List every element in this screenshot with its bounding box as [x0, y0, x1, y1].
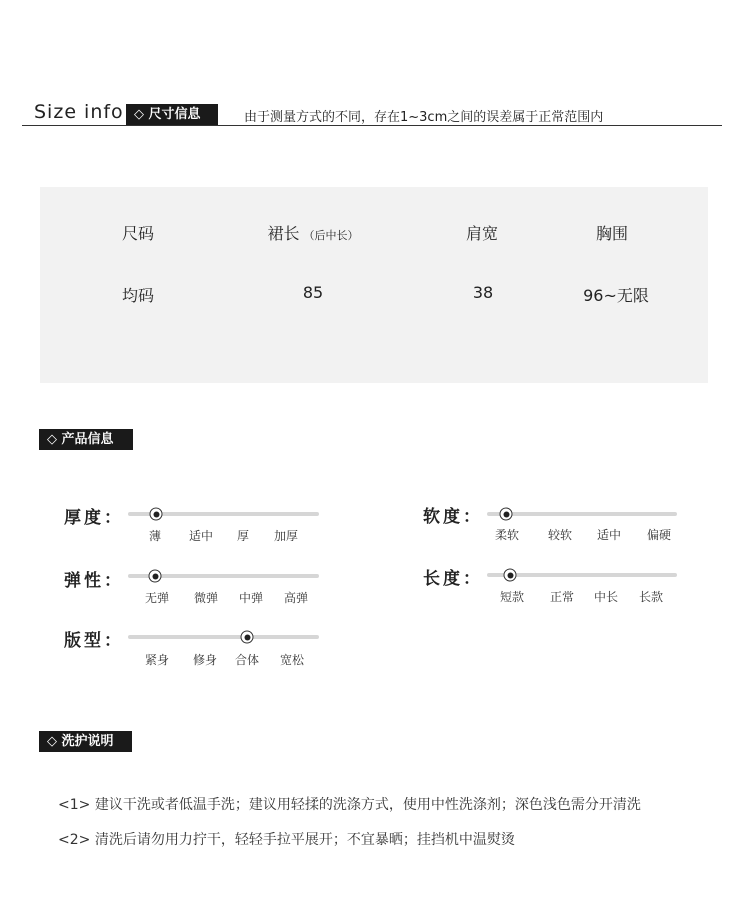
thickness-option: 加厚 [273, 529, 299, 543]
length-option: 短款 [499, 590, 525, 604]
length-option: 长款 [638, 590, 664, 604]
care-line: <2> 清洗后请勿用力拧干，轻轻手拉平展开；不宜暴晒；挂挡机中温熨烫 [58, 832, 515, 848]
size-info-title: Size info [34, 101, 124, 123]
header-size: 尺码 [121, 224, 155, 243]
length-knob [504, 569, 517, 582]
elasticity-option: 高弹 [283, 591, 309, 605]
header-length-label: 裙长 [267, 224, 300, 243]
header-divider [22, 125, 722, 126]
size-info-tag: ◇ 尺寸信息 [126, 104, 218, 125]
thickness-option: 厚 [236, 529, 250, 543]
softness-option: 较软 [547, 528, 573, 542]
product-info-tag: ◇ 产品信息 [39, 429, 133, 450]
softness-label: 软度： [423, 507, 483, 527]
softness-track [487, 512, 677, 516]
care-line: <1> 建议干洗或者低温手洗；建议用轻揉的洗涤方式，使用中性洗涤剂；深色浅色需分开清洗 [58, 797, 641, 813]
elasticity-knob [149, 570, 162, 583]
softness-option: 适中 [596, 528, 622, 542]
elasticity-option: 中弹 [238, 591, 264, 605]
care-instructions-tag: ◇ 洗护说明 [39, 731, 132, 752]
fit-label: 版型： [64, 631, 124, 651]
fit-knob [241, 631, 254, 644]
thickness-option: 适中 [188, 529, 214, 543]
elasticity-option: 微弹 [193, 591, 219, 605]
fit-option: 合体 [234, 653, 260, 667]
measurement-note: 由于测量方式的不同，存在1~3cm之间的误差属于正常范围内 [244, 110, 604, 125]
cell-bust: 96~无限 [583, 286, 649, 305]
header-bust: 胸围 [595, 224, 629, 243]
fit-track [128, 635, 319, 639]
cell-length: 85 [302, 283, 324, 302]
header-length [267, 221, 358, 244]
softness-option: 偏硬 [646, 528, 672, 542]
header-shoulder: 肩宽 [465, 224, 499, 243]
softness-option: 柔软 [494, 528, 520, 542]
softness-knob [500, 508, 513, 521]
length-option: 正常 [549, 590, 575, 604]
length-option: 中长 [593, 590, 619, 604]
fit-option: 宽松 [279, 653, 305, 667]
thickness-knob [150, 508, 163, 521]
cell-shoulder: 38 [472, 283, 494, 302]
header-length-note: （后中长） [303, 229, 359, 242]
length-label: 长度： [423, 569, 483, 589]
thickness-label: 厚度： [64, 508, 124, 528]
thickness-option: 薄 [148, 529, 162, 543]
fit-option: 修身 [192, 653, 218, 667]
elasticity-option: 无弹 [144, 591, 170, 605]
fit-option: 紧身 [144, 653, 170, 667]
cell-size: 均码 [121, 286, 155, 305]
elasticity-label: 弹性： [64, 571, 124, 591]
